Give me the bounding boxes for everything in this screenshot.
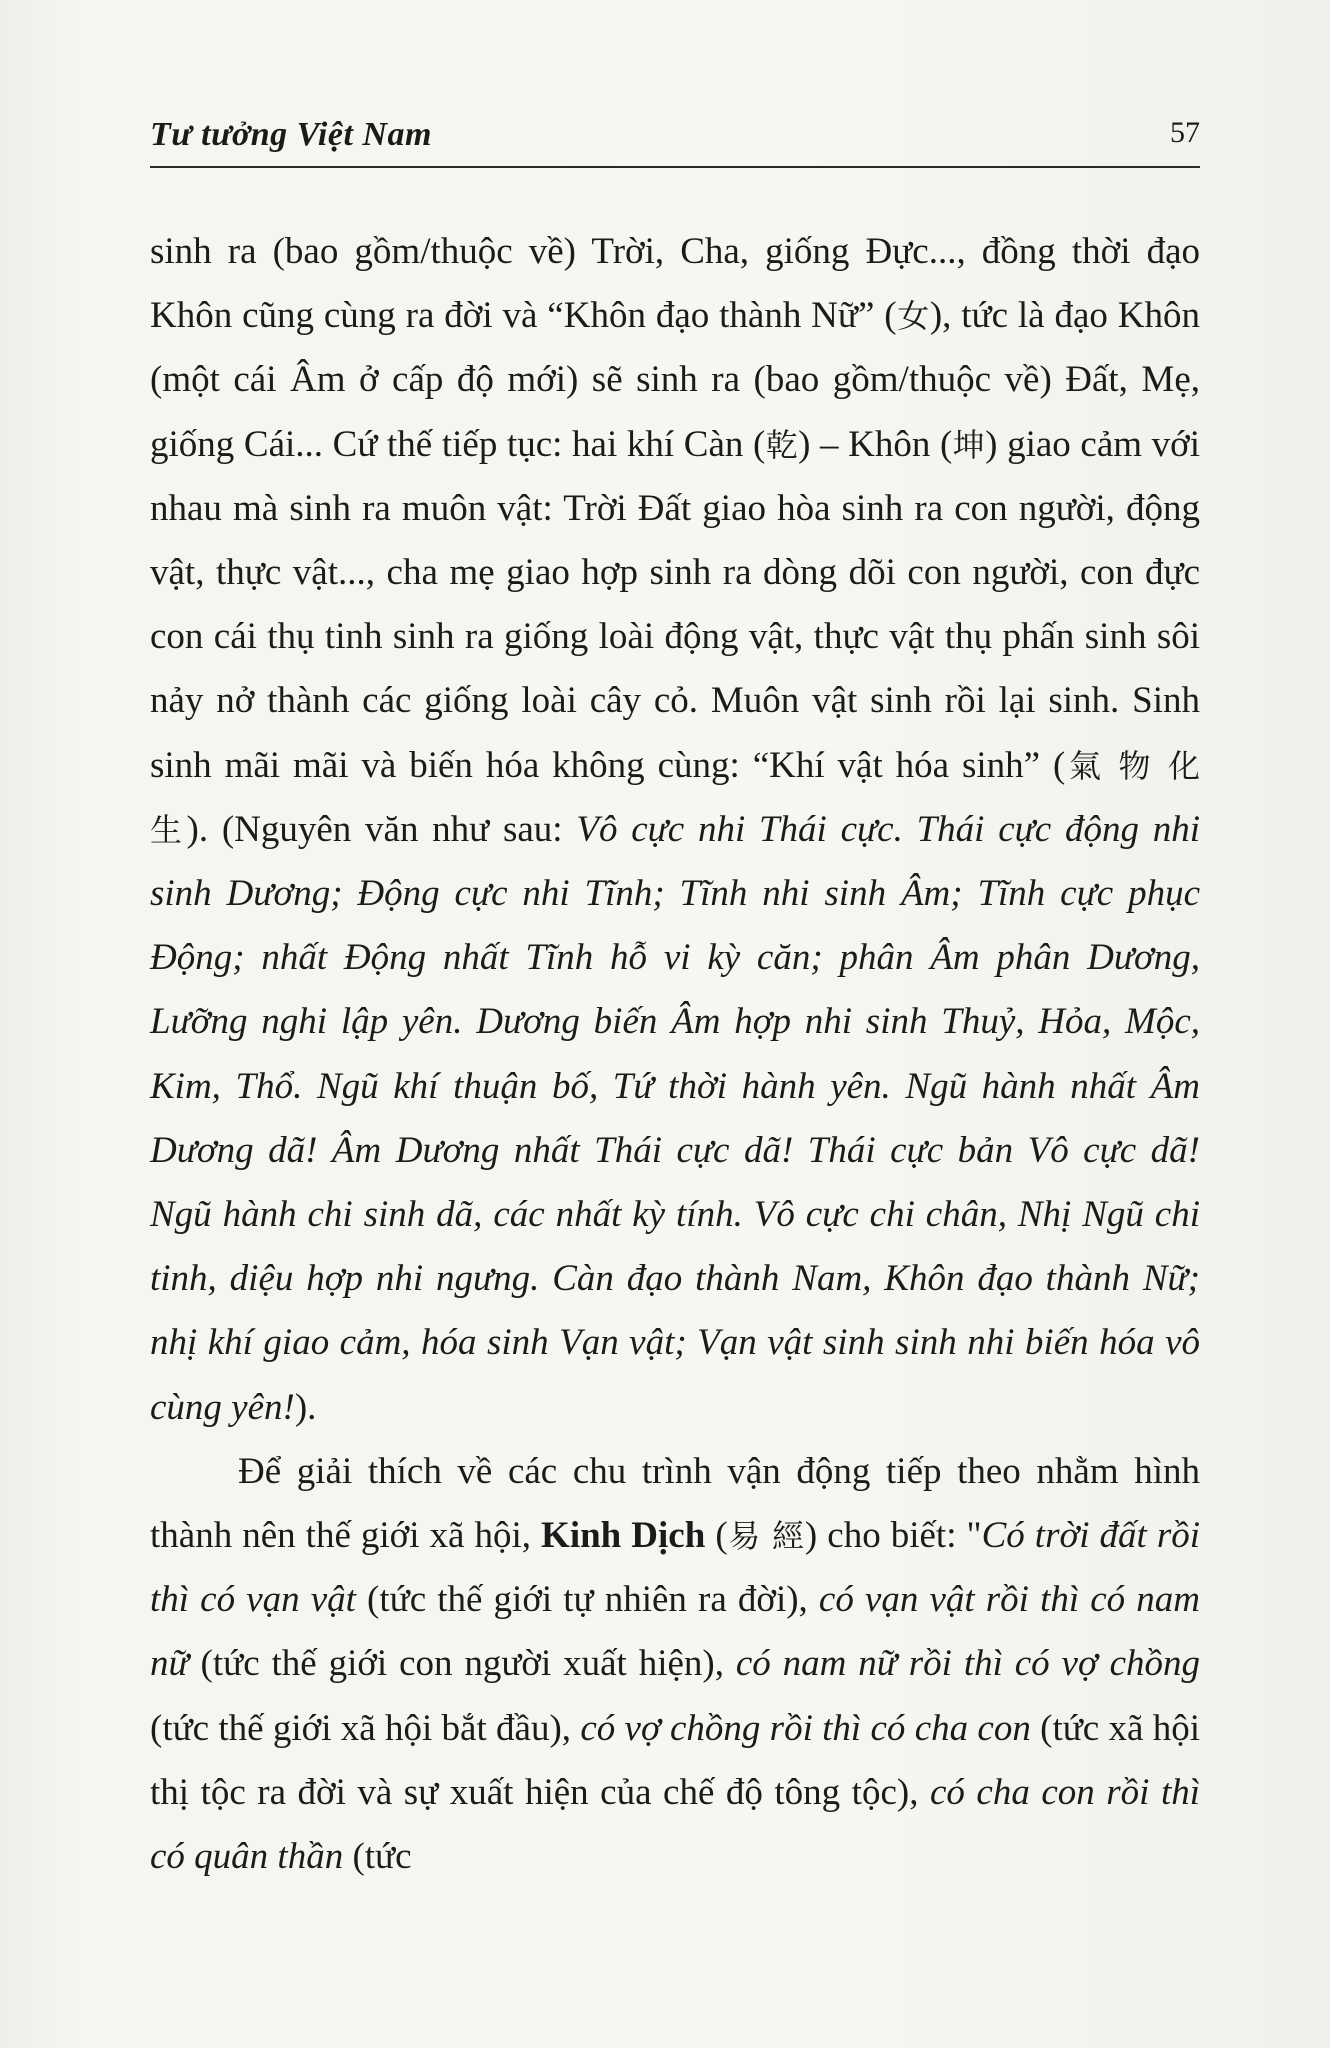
text-run: (tức thế giới xã hội bắt đầu), <box>150 1707 581 1749</box>
han-characters: 氣 物 化 生 <box>150 746 1200 849</box>
text-run: Để giải thích về các chu trình vận động tiếp theo nhằm hình thành nên thế giới xã hội, <box>150 1450 1200 1557</box>
italic-phrase: có nam nữ rồi thì có vợ chồng <box>735 1643 1200 1685</box>
text-run: ) – Khôn ( <box>798 423 953 465</box>
book-title-bold: Kinh Dịch <box>541 1515 706 1557</box>
text-run: ). (Nguyên văn như sau: <box>186 808 577 850</box>
page-header <box>150 112 1200 164</box>
text-run: ). <box>294 1386 317 1428</box>
han-characters: 易 經 <box>727 1517 805 1556</box>
text-run: ) cho biết: " <box>804 1515 982 1557</box>
paragraph-1 <box>150 220 1200 1440</box>
text-run: sinh ra (bao gồm/thuộc về) Trời, Cha, giống Đực..., đồng thời đạo Khôn cũng cùng ra đời và “Khôn đạo thành Nữ” ( <box>150 231 1200 337</box>
han-character: 乾 <box>765 425 799 464</box>
text-run: (tức xã hội thị tộc ra đời và sự xuất hiện của chế độ tông tộc), <box>150 1707 1200 1813</box>
han-character: 坤 <box>952 425 986 464</box>
italic-phrase: có cha con rồi thì có quân thần <box>150 1771 1200 1878</box>
running-title: Tư tưởng Việt Nam <box>150 116 432 153</box>
text-run: (tức thế giới tự nhiên ra đời), <box>355 1579 819 1621</box>
page-number: 57 <box>1170 116 1200 149</box>
han-character: 女 <box>896 297 930 336</box>
header-rule <box>150 166 1200 168</box>
text-run: ), tức là đạo Khôn (một cái Âm ở cấp độ mới) sẽ sinh ra (bao gồm/thuộc về) Đất, Mẹ, giống Cái... Cứ thế tiếp tục: hai khí Càn ( <box>150 295 1200 465</box>
text-run: ( <box>705 1515 728 1557</box>
italic-quotation: Vô cực nhi Thái cực. Thái cực động nhi sinh Dương; Động cực nhi Tĩnh; Tĩnh nhi sinh Âm; Tĩnh cực phục Động; nhất Động nhất Tĩnh hỗ vi kỳ căn; phân Âm phân Dương, Lưỡng nghi lập yên. Dương biến Âm hợp nhi sinh Thuỷ, Hỏa, Mộc, Kim, Thổ. Ngũ khí thuận bố, Tứ thời hành yên. Ngũ hành nhất Âm Dương dã! Âm Dương nhất Thái cực dã! Thái cực bản Vô cực dã! Ngũ hành chi sinh dã, các nhất kỳ tính. Vô cực chi chân, Nhị Ngũ chi tinh, diệu hợp nhi ngưng. Càn đạo thành Nam, Khôn đạo thành Nữ; nhị khí giao cảm, hóa sinh Vạn vật; Vạn vật sinh sinh nhi biến hóa vô cùng yên! <box>150 808 1200 1428</box>
italic-phrase: có vạn vật rồi thì có nam nữ <box>150 1579 1200 1685</box>
text-run: (tức <box>343 1836 412 1878</box>
text-run: (tức thế giới con người xuất hiện), <box>188 1643 736 1685</box>
italic-phrase: có vợ chồng rồi thì có cha con <box>580 1707 1031 1749</box>
paragraph-2 <box>150 1440 1200 1889</box>
text-run: ) giao cảm với nhau mà sinh ra muôn vật: Trời Đất giao hòa sinh ra con người, động vật, thực vật..., cha mẹ giao hợp sinh ra dòng dõi con người, con đực con cái thụ tinh sinh ra giống loài động vật, thực vật thụ phấn sinh sôi nảy nở thành các giống loài cây cỏ. Muôn vật sinh rồi lại sinh. Sinh sinh mãi mãi và biến hóa không cùng: “Khí vật hóa sinh” ( <box>150 423 1200 786</box>
body-text <box>150 220 1200 1889</box>
italic-phrase: Có trời đất rồi thì có vạn vật <box>150 1515 1201 1621</box>
